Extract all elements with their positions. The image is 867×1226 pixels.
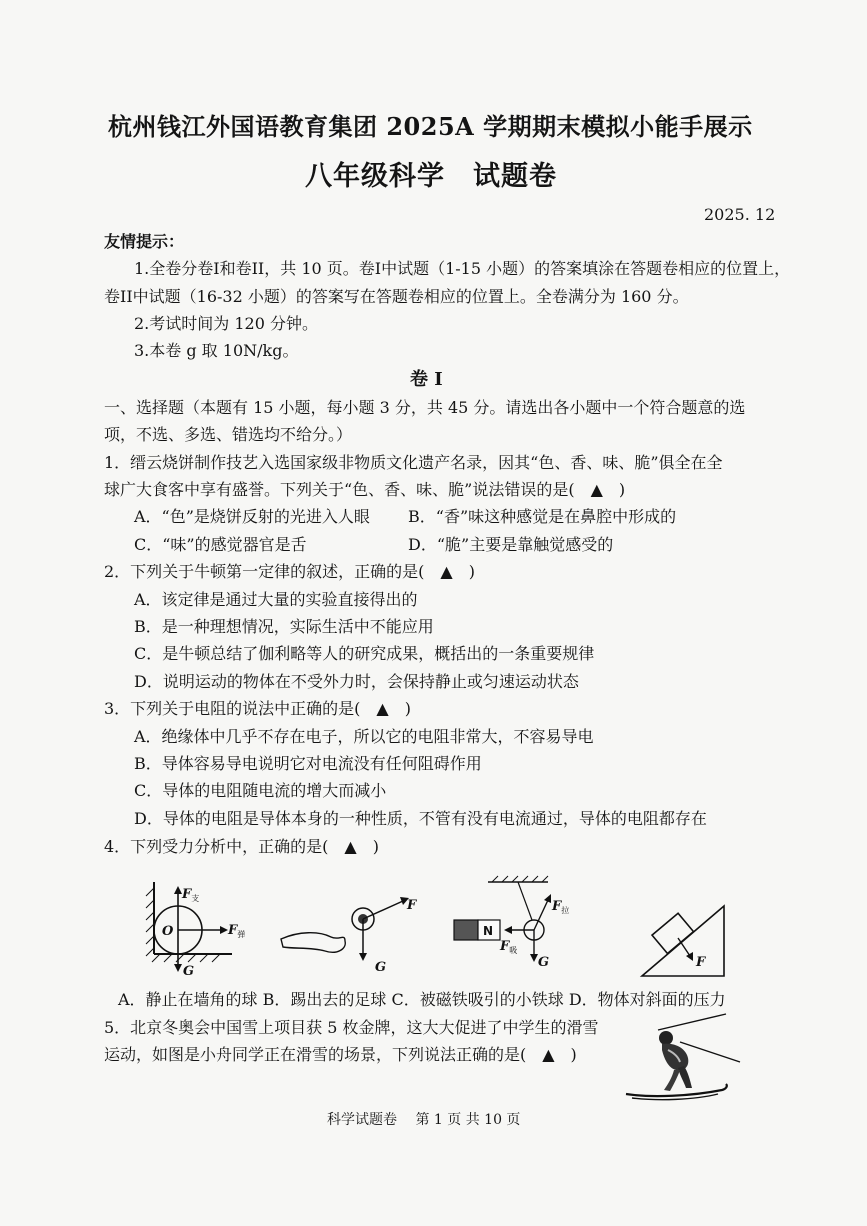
q3-option-c: C．导体的电阻随电流的增大而减小 [134,781,387,800]
exam-date: 2025. 12 [704,205,776,224]
q5-skier-image [622,1012,752,1102]
q3-stem: 3．下列关于电阻的说法中正确的是( ▲ ) [104,699,411,718]
q3-option-b: B．导体容易导电说明它对电流没有任何阻碍作用 [134,754,482,773]
magnet-n-pole: N [483,924,494,938]
exam-subtitle: 八年级科学 试题卷 [305,161,557,192]
q4-options: A．静止在墙角的球 B．踢出去的足球 C．被磁铁吸引的小铁球 D．物体对斜面的压力 [118,990,726,1009]
q2-option-d: D．说明运动的物体在不受外力时，会保持静止或匀速运动状态 [134,672,579,691]
q1-stem-line-2: 球广大食客中享有盛誉。下列关于“色、香、味、脆”说法错误的是( ▲ ) [104,480,626,499]
q1-option-a: A．“色”是烧饼反射的光进入人眼 [134,507,370,526]
section-intro-line-2: 项，不选、多选、错选均不给分。） [104,425,353,444]
notice-item-2: 2.考试时间为 120 分钟。 [134,314,318,333]
q2-stem: 2．下列关于牛顿第一定律的叙述，正确的是( ▲ ) [104,562,475,581]
q1-option-b: B．“香”味这种感觉是在鼻腔中形成的 [408,507,677,526]
q4c-label-g: G [538,955,550,970]
q4c-label-f-pull: $F_拉$ [552,899,570,915]
q4-stem: 4．下列受力分析中，正确的是( ▲ ) [104,837,379,856]
section-title: 卷 I [410,369,443,390]
exam-title: 杭州钱江外国语教育集团 2025A 学期期末模拟小能手展示 [108,112,753,141]
q4b-label-g: G [375,960,387,975]
notice-item-1-line-2: 卷II中试题（16-32 小题）的答案写在答题卷相应的位置上。全卷满分为 160 分。 [104,287,689,306]
q3-option-a: A．绝缘体中几乎不存在电子，所以它的电阻非常大，不容易导电 [134,727,594,746]
notice-heading: 友情提示： [104,232,185,251]
notice-item-3: 3.本卷 g 取 10N/kg。 [134,341,299,360]
q4d-label-f: F [696,955,706,970]
q4-figure-c-magnet-iron-ball [448,876,588,976]
q4-figure-b-kicked-football [275,885,435,980]
q4c-label-f-attract: $F_吸$ [500,939,518,955]
q5-stem-line-2: 运动，如图是小舟同学正在滑雪的场景，下列说法正确的是( ▲ ) [104,1045,577,1064]
q2-option-c: C．是牛顿总结了伽利略等人的研究成果，概括出的一条重要规律 [134,644,595,663]
q1-stem-line-1: 1．缙云烧饼制作技艺入选国家级非物质文化遗产名录，因其“色、香、味、脆”俱全在全 [104,453,723,472]
q4b-label-f: F [407,898,417,913]
section-intro-line-1: 一、选择题（本题有 15 小题，每小题 3 分，共 45 分。请选出各小题中一个符合题意的选 [104,398,746,417]
notice-item-1-line-1: 1.全卷分卷I和卷II，共 10 页。卷I中试题（1-15 小题）的答案填涂在答题卷相应的位置上， [134,259,791,278]
q2-option-b: B．是一种理想情况，实际生活中不能应用 [134,617,434,636]
q4a-label-g: G [183,964,195,979]
page-footer: 科学试题卷 第 1 页 共 10 页 [327,1112,521,1128]
q5-stem-line-1: 5．北京冬奥会中国雪上项目获 5 枚金牌，这大大促进了中学生的滑雪 [104,1018,599,1037]
q1-option-d: D．“脆”主要是靠触觉感受的 [408,535,614,554]
q4-figure-d-block-on-incline [638,898,738,982]
q4-figure-a-ball-in-corner [140,878,260,978]
q3-option-d: D．导体的电阻是导体本身的一种性质，不管有没有电流通过，导体的电阻都存在 [134,809,707,828]
q4a-label-f-support: $F_支$ [182,887,200,903]
q4a-label-f-elastic: $F_弹$ [228,923,246,939]
q1-option-c: C．“味”的感觉器官是舌 [134,535,307,554]
q2-option-a: A．该定律是通过大量的实验直接得出的 [134,590,418,609]
q4a-label-o: O [162,924,174,939]
